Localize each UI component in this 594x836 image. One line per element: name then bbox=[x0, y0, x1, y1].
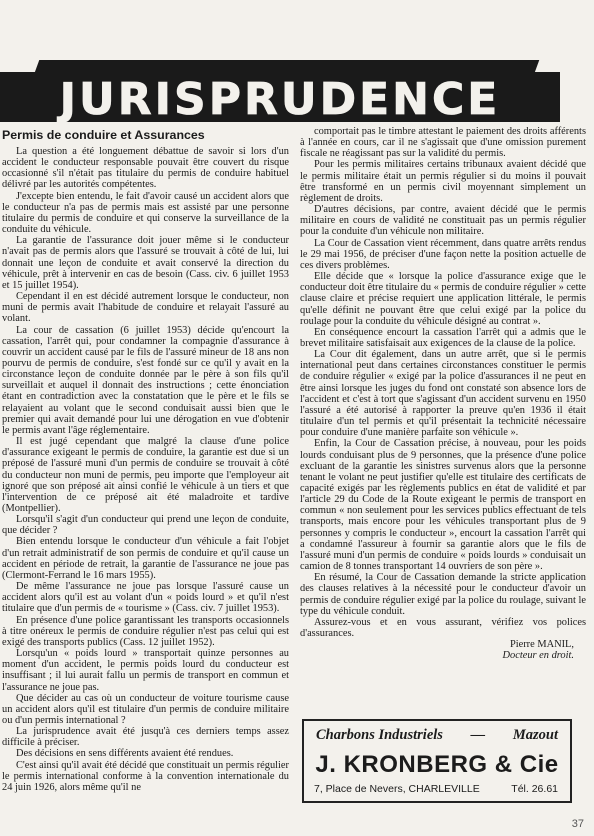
advertisement-box bbox=[302, 719, 572, 803]
article-paragraph: Il est jugé cependant que malgré la clause d'une police d'assurance exigeant le permis de conduire, la garantie est due si un préposé de l'assuré muni d'un permis de conduire se trouvait à côté du conducteur non muni de permis, peu importe que l'employeur ait ignoré que son préposé ait ainsi confié le véhicule à un tiers et que l'intervention de ce préposé ait été maladroite et tardive (Montpellier). bbox=[2, 436, 289, 514]
article-paragraph: J'excepte bien entendu, le fait d'avoir causé un accident alors que le conducteur n'a pas de permis mais est assisté par une personne titulaire du permis de conduire et qui conserve la surveillance de la conduite du véhicule. bbox=[2, 190, 289, 236]
page-number: 37 bbox=[571, 818, 584, 830]
right-column bbox=[300, 126, 586, 662]
left-column-body bbox=[2, 146, 289, 793]
article-paragraph: La Cour de Cassation vient récemment, dans quatre arrêts rendus le 29 mai 1956, de préciser d'une façon nette la position actuelle de ces divers problèmes. bbox=[300, 237, 586, 271]
ad-contact-line bbox=[314, 783, 558, 795]
article-paragraph: Cependant il en est décidé autrement lorsque le conducteur, non muni de permis avait l'habitude de conduire et relayait l'assuré au volant. bbox=[2, 291, 289, 325]
article-paragraph: La cour de cassation (6 juillet 1953) décide qu'encourt la cassation, l'arrêt qui, pour condamner la compagnie d'assurance à couvrir un accident causé par le fils de l'assuré mineur de 18 ans non pourvu de permis de conduire, s'est fondé sur ce qu'il y avait en la circonstance leçon de conduite donnée par le père à son fils qu'il surveillait et auquel il donnait des instructions ; cette énonciation étant en contradiction avec la constatation que le père et le fils se relayaient au volant que le second conduisait aussi bien que le premier qui avait demandé pour lui une dérogation en vue d'obtenir le permis avant l'âge réglementaire. bbox=[2, 324, 289, 436]
article-paragraph: La Cour dit également, dans un autre arrêt, que si le permis international peut dans certaines circonstances constituer le permis de conduire régulier « exigé par la police d'assurances il ne peut en être ainsi lorsque les juges du fond ont constaté son absence lors de l'accident et c'est à tort que s'agissant d'un accident survenu en 1950 l'assuré a été autorisé à rapporter la preuve qu'en 1936 il était titulaire d'un tel permis et qu'il présentait la technicité nécessaire pour conduire d'une manière parfaite son véhicule ». bbox=[300, 349, 586, 439]
ad-product-1: Charbons Industriels bbox=[316, 727, 443, 743]
banner-title: JURISPRUDENCE bbox=[59, 74, 501, 122]
signature-role: Docteur en droit. bbox=[502, 650, 574, 662]
right-column-body bbox=[300, 126, 586, 639]
article-paragraph: Pour les permis militaires certains tribunaux avaient décidé que le permis militaire était un permis régulier si du moins il pouvait être transformé en un permis civil moyennant simplement un règlement de droits. bbox=[300, 159, 586, 204]
article-paragraph: De même l'assurance ne joue pas lorsque l'assuré cause un accident alors qu'il est au volant d'un « poids lourd » et qu'il n'est titulaire que d'un permis de « tourisme » (Cass. civ. 7 juillet 1953). bbox=[2, 581, 289, 615]
left-column bbox=[2, 128, 289, 793]
article-paragraph: comportait pas le timbre attestant le paiement des droits afférents à l'année en cours, car il ne s'agissait que d'une omission purement fiscale ne réagissant pas sur la validité du permis. bbox=[300, 126, 586, 160]
ad-product-2: Mazout bbox=[512, 727, 558, 743]
banner-graphic bbox=[0, 58, 560, 122]
banner-top-band bbox=[35, 60, 540, 73]
article-paragraph: En présence d'une police garantissant les transports occasionnels à titre onéreux le permis de conduire régulier n'est pas celui qui est exigé des transports publics (Cass. 12 juillet 1952). bbox=[2, 614, 289, 648]
article-paragraph: Elle décide que « lorsque la police d'assurance exige que le conducteur doit être titulaire du « permis de conduire régulier » cette clause claire et précise requiert une application littérale, le permis qu'elle définit ne pouvant être que celui exigé par la police du roulage pour la conduite du véhicule désigné au contrat ». bbox=[300, 271, 586, 327]
article-title: Permis de conduire et Assurances bbox=[2, 128, 205, 142]
article-paragraph: En résumé, la Cour de Cassation demande la stricte application des clauses relatives à la nécessité pour le conducteur d'avoir un permis de conduire régulier exigé par la police du roulage, suivant le type du véhicule conduit. bbox=[300, 572, 586, 617]
article-paragraph: D'autres décisions, par contre, avaient décidé que le permis militaire en cours de validité ne constituait pas un permis régulier pour la conduite d'un véhicule non militaire. bbox=[300, 204, 586, 238]
ad-products-line bbox=[316, 727, 558, 744]
article-paragraph: C'est ainsi qu'il avait été décidé que constituait un permis régulier le permis international conforme à la convention internationale du 24 juin 1926, alors même qu'il ne bbox=[2, 759, 289, 793]
article-paragraph: La question a été longuement débattue de savoir si lors d'un accident le conducteur responsable pouvait être couvert du risque occasionné s'il n'était pas titulaire du permis de conduire habituel délivré par les autorités compétentes. bbox=[2, 146, 289, 191]
article-paragraph: Que décider au cas où un conducteur de voiture tourisme cause un accident alors qu'il est titulaire d'un permis de conduire militaire ou d'un permis international ? bbox=[2, 692, 289, 726]
article-paragraph: Bien entendu lorsque le conducteur d'un véhicule a fait l'objet d'un retrait administratif de son permis de conduire et qu'il cause un accident en période de retrait, la garantie de l'assurance ne joue pas (Clermont-Ferrand le 16 mars 1955). bbox=[2, 536, 289, 581]
ad-company-name: J. KRONBERG & Cie bbox=[315, 751, 559, 778]
signature-name: Pierre MANIL, bbox=[509, 639, 574, 651]
article-paragraph: Enfin, la Cour de Cassation précise, à nouveau, pour les poids lourds conduisant plus de 9 personnes, que la présence d'une police excluant de la garantie les sinistres survenus alors que la personne tenant le volant ne peut justifier qu'elle est titulaire des certificats de capacité exigés par les règlements publics en état de validité et par l'article 29 du Code de la Route exigeant le permis de transport en commun « non seulement pour les services publics effectuant de tels transports, mais encore pour les véhicules transportant plus de 9 personnes y compris le conducteur », encourt la cassation l'arrêt qui a condamné l'assureur à fournir sa garantie alors que le fils de l'assuré muni d'un permis de conduire « poids lourds » conduisait un camion de 8 tonnes transportant 14 ouvriers de son père ». bbox=[300, 438, 586, 573]
ad-dash: — bbox=[470, 727, 486, 743]
article-paragraph: La garantie de l'assurance doit jouer même si le conducteur n'avait pas de permis alors que l'assuré se trouvait à côté de lui, lui donnait une leçon de conduite et avait conservé la direction du véhicule, prêt à intervenir en cas de besoin (Cass. civ. 6 juillet 1953 et 15 juillet 1954). bbox=[2, 235, 289, 291]
article-paragraph: Assurez-vous et en vous assurant, vérifiez vos polices d'assurances. bbox=[300, 616, 586, 640]
article-paragraph: Lorsqu'il s'agit d'un conducteur qui prend une leçon de conduite, que décider ? bbox=[2, 514, 289, 537]
signature bbox=[300, 639, 586, 661]
article-paragraph: Des décisions en sens différents avaient été rendues. bbox=[16, 748, 234, 760]
article-paragraph: Lorsqu'un « poids lourd » transportait quinze personnes au moment d'un accident, le permis poids lourd du conducteur est insuffisant ; il lui aurait fallu un permis de transport en commun et l'assurance ne joue pas. bbox=[2, 648, 289, 693]
ad-address: 7, Place de Nevers, CHARLEVILLE bbox=[314, 783, 480, 795]
article-paragraph: En conséquence encourt la cassation l'arrêt qui a admis que le brevet militaire satisfaisait aux exigences de la clause de la police. bbox=[300, 326, 586, 349]
ad-phone: Tél. 26.61 bbox=[511, 783, 558, 795]
jurisprudence-banner bbox=[0, 58, 560, 122]
article-paragraph: La jurisprudence avait été jusqu'à ces derniers temps assez difficile à préciser. bbox=[2, 726, 289, 749]
